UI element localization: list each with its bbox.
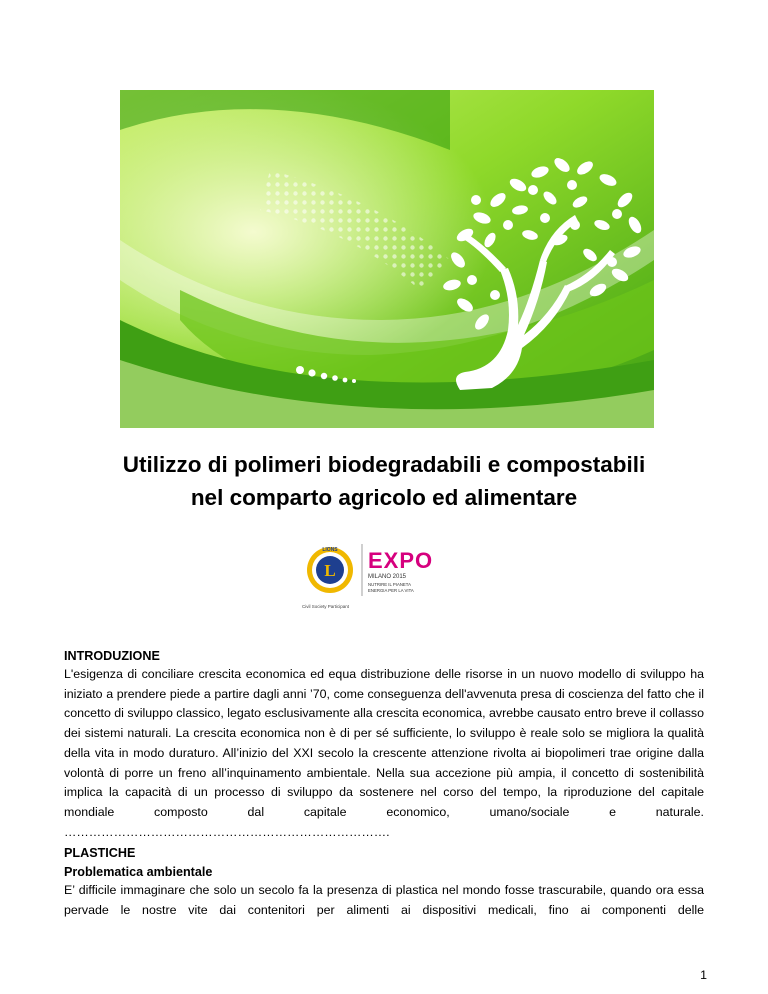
plastiche-paragraph: E’ difficile immaginare che solo un secolo fa la presenza di plastica nel mondo fosse trascurabile, quando ora essa pervade le nostre vite dai contenitori per alimenti ai dispositivi medicali, fino ai componenti delle	[64, 883, 704, 917]
partner-logos	[300, 540, 480, 612]
expo-tagline-1: NUTRIRE IL PIANETA	[368, 582, 411, 587]
page-number: 1	[700, 968, 707, 982]
lions-club-logo	[307, 547, 353, 593]
intro-heading: INTRODUZIONE	[64, 649, 160, 663]
cover-banner-graphic	[120, 90, 654, 428]
plastiche-heading: PLASTICHE	[64, 846, 136, 860]
document-title	[60, 448, 708, 514]
document-title-line-2: nel comparto agricolo ed alimentare	[190, 485, 578, 510]
lions-letter: L	[324, 561, 336, 580]
plastiche-subheading: Problematica ambientale	[64, 865, 213, 879]
expo-city: MILANO 2015	[368, 574, 407, 580]
expo-milano-logo	[368, 548, 433, 593]
partner-logos-graphic	[300, 540, 480, 612]
intro-paragraph: L'esigenza di conciliare crescita economica ed equa distribuzione delle risorse in un nuovo modello di sviluppo ha iniziato a prendere piede a partire dagli anni ’70, come conseguenza dell'avvenuta presa di coscienza del fatto che il concetto di sviluppo classico, legato esclusivamente alla crescita economica, avrebbe causato entro breve il collasso dei sistemi naturali. La crescita economica non è di per sé sufficiente, lo sviluppo è reale solo se migliora la qualità della vita in modo duraturo. All’inizio del XXI secolo la crescente attenzione rivolta ai biopolimeri trae origine dalla volontà di porre un freno all’inquinamento ambientale. Nella sua accezione più ampia, il concetto di sostenibilità implica la capacità di un processo di sviluppo da sostenere nel corso del tempo, la riproduzione del capitale mondiale composto dal capitale economico, umano/sociale e naturale. …………………………………………………………………….	[64, 667, 704, 839]
expo-word: EXPO	[368, 548, 434, 573]
cover-banner	[120, 90, 654, 428]
expo-tagline-2: ENERGIA PER LA VITA	[368, 588, 414, 593]
logo-caption: Civil Society Participant	[302, 604, 350, 609]
document-title-line-1: Utilizzo di polimeri biodegradabili e compostabili	[122, 452, 646, 477]
lions-ring-text: LIONS	[322, 547, 338, 553]
